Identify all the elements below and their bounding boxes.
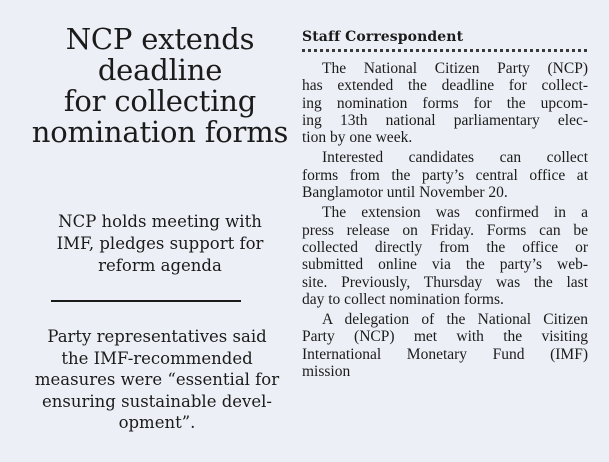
dotted-divider	[302, 49, 587, 52]
headline-line: nomination forms	[31, 115, 289, 149]
byline: Staff Correspondent	[302, 29, 464, 45]
body-line: ing nomination forms for the upcom-	[302, 94, 588, 112]
divider-rule	[51, 300, 241, 302]
body-line: day to collect nomination forms.	[302, 290, 504, 308]
paragraph	[302, 204, 588, 308]
body-line: submitted online via the party’s web-	[302, 256, 588, 274]
body-line: collected directly from the office or	[302, 238, 588, 256]
body-line: site. Previously, Thursday was the last	[302, 273, 588, 291]
body-line: Interested candidates can collect	[322, 149, 588, 167]
pull-quote	[32, 326, 282, 434]
paragraph	[302, 311, 588, 380]
paragraph	[302, 60, 588, 146]
kicker-line: reform agenda	[98, 256, 222, 275]
quote-line: ensuring sustainable devel-	[42, 391, 272, 411]
paragraph	[302, 149, 588, 201]
body-line: A delegation of the National Citizen	[322, 311, 588, 329]
body-line: forms from the party’s central office at	[302, 166, 588, 184]
body-line: press release on Friday. Forms can be	[302, 221, 588, 239]
headline-line: for collecting	[63, 84, 257, 118]
body-line: tion by one week.	[302, 129, 413, 147]
article-body	[302, 60, 588, 383]
body-line: The National Citizen Party (NCP)	[322, 60, 588, 77]
body-line: has extended the deadline for collect-	[302, 77, 588, 95]
body-line: International Monetary Fund (IMF)	[302, 345, 588, 363]
quote-line: measures were “essential for	[34, 370, 280, 389]
headline	[30, 24, 290, 148]
headline-line: deadline	[97, 53, 223, 87]
quote-line: opment”.	[118, 413, 196, 432]
body-line: Banglamotor until November 20.	[302, 184, 508, 202]
body-line: The extension was confirmed in a	[322, 204, 588, 222]
body-line: ing 13th national parliamentary elec-	[302, 111, 588, 129]
quote-line: the IMF-recommended	[61, 348, 253, 368]
headline-line: NCP extends	[65, 22, 255, 56]
body-line: Party (NCP) met with the visiting	[302, 328, 588, 346]
quote-line: Party representatives said	[47, 327, 267, 346]
kicker-line: IMF, pledges support for	[56, 234, 264, 253]
kicker-line: NCP holds meeting with	[58, 212, 262, 231]
secondary-headline	[40, 211, 280, 277]
body-line: mission	[302, 363, 351, 381]
